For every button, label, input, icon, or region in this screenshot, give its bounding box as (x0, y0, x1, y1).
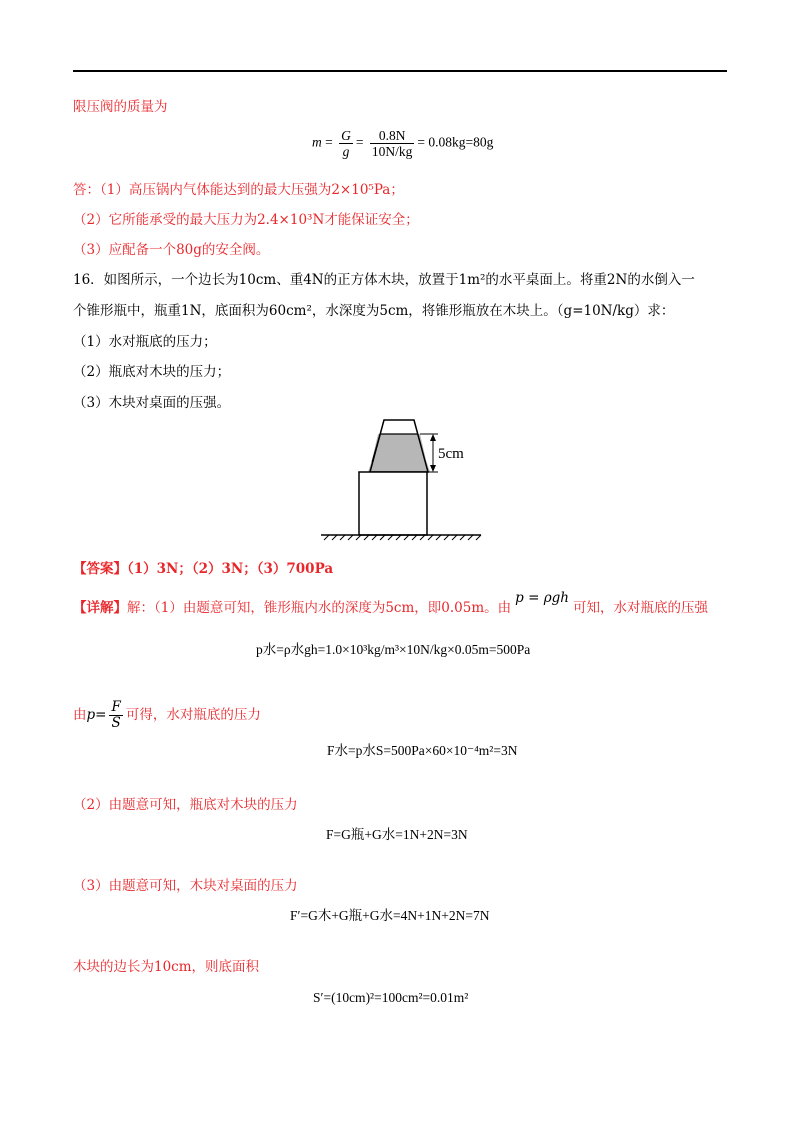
frac-f-over-s (109, 700, 122, 731)
frac-values (370, 128, 415, 159)
answer-line-2: （2）它所能承受的最大压力为2.4×10³N才能保证安全； (73, 212, 419, 228)
detail-text-2: 可知，水对瓶底的压强 (572, 600, 708, 616)
figure-svg (316, 412, 486, 542)
header-rule (73, 70, 727, 72)
equation-force-total: F′=G木+G瓶+G水=4N+1N+2N=7N (290, 908, 490, 923)
frac-num: G (341, 128, 351, 143)
frac-f: F (111, 699, 121, 715)
detail-tag: 【详解】 (73, 600, 127, 616)
equation-area: S′=(10cm)²=100cm²=0.01m² (313, 990, 469, 1005)
dim-arrow-up (430, 434, 436, 441)
frac-s: S (111, 715, 121, 731)
answer-values: （1）3N；（2）3N；（3）700Pa (127, 561, 334, 577)
question-16-part-3: （3）木块对桌面的压强。 (73, 395, 231, 411)
by-rest-text: 可得，水对瓶底的压力 (125, 707, 261, 723)
answer-line (73, 559, 333, 579)
detail-formula: p = ρgh (515, 590, 569, 606)
detail-line (73, 590, 708, 618)
by-formula-lhs: p= (86, 707, 107, 723)
water-fill (372, 434, 426, 460)
equation-force-bottle: F=G瓶+G水=1N+2N=3N (326, 827, 468, 842)
equation-mass: m = $\frac{G}{g}$ = $\frac{0.8N}{10N/kg}$ = 0.08kg=80g (312, 128, 494, 159)
question-16-line-2: 个锥形瓶中，瓶重1N，底面积为60cm²，水深度为5cm，将锥形瓶放在木块上。（g=10N/kg）求： (73, 303, 675, 319)
water-fill-lower (368, 460, 430, 472)
dim-label: 5cm (438, 446, 464, 462)
answer-line-1: 答：（1）高压锅内气体能达到的最大压强为2×10⁵Pa； (73, 182, 404, 198)
part-2-line: （2）由题意可知，瓶底对木块的压力 (73, 797, 298, 813)
frac-den-value: 10N/kg (371, 144, 413, 159)
question-16-part-1: （1）水对瓶底的压力； (73, 334, 217, 350)
frac-den: g (342, 144, 350, 159)
question-16-part-2: （2）瓶底对木块的压力； (73, 364, 231, 380)
eq-m: m (312, 134, 322, 150)
text-limit-valve-mass: 限压阀的质量为 (73, 99, 168, 115)
wood-block (359, 472, 427, 535)
question-16-line-1: 16．如图所示，一个边长为10cm、重4N的正方体木块，放置于1m²的水平桌面上。将重2N的水倒入一 (73, 272, 695, 288)
area-line: 木块的边长为10cm，则底面积 (73, 959, 260, 975)
eq-rhs: = 0.08kg=80g (417, 134, 494, 150)
dim-arrow-down (430, 465, 436, 472)
detail-text-1: 解：（1）由题意可知，锥形瓶内水的深度为5cm，即0.05m。由 (127, 600, 512, 616)
by-formula-line (73, 700, 261, 731)
equation-force-water: F水=p水S=500Pa×60×10⁻⁴m²=3N (327, 743, 518, 758)
answer-tag: 【答案】 (73, 561, 127, 577)
frac-num-value: 0.8N (370, 128, 415, 144)
by-text: 由 (73, 707, 87, 723)
flask-on-block-figure (316, 412, 486, 546)
part-3-line: （3）由题意可知，木块对桌面的压力 (73, 878, 298, 894)
answer-line-3: （3）应配备一个80g的安全阀。 (73, 242, 270, 258)
frac-g-over-g (339, 128, 353, 159)
equation-pressure: p水=ρ水gh=1.0×10³kg/m³×10N/kg×0.05m=500Pa (256, 642, 531, 657)
